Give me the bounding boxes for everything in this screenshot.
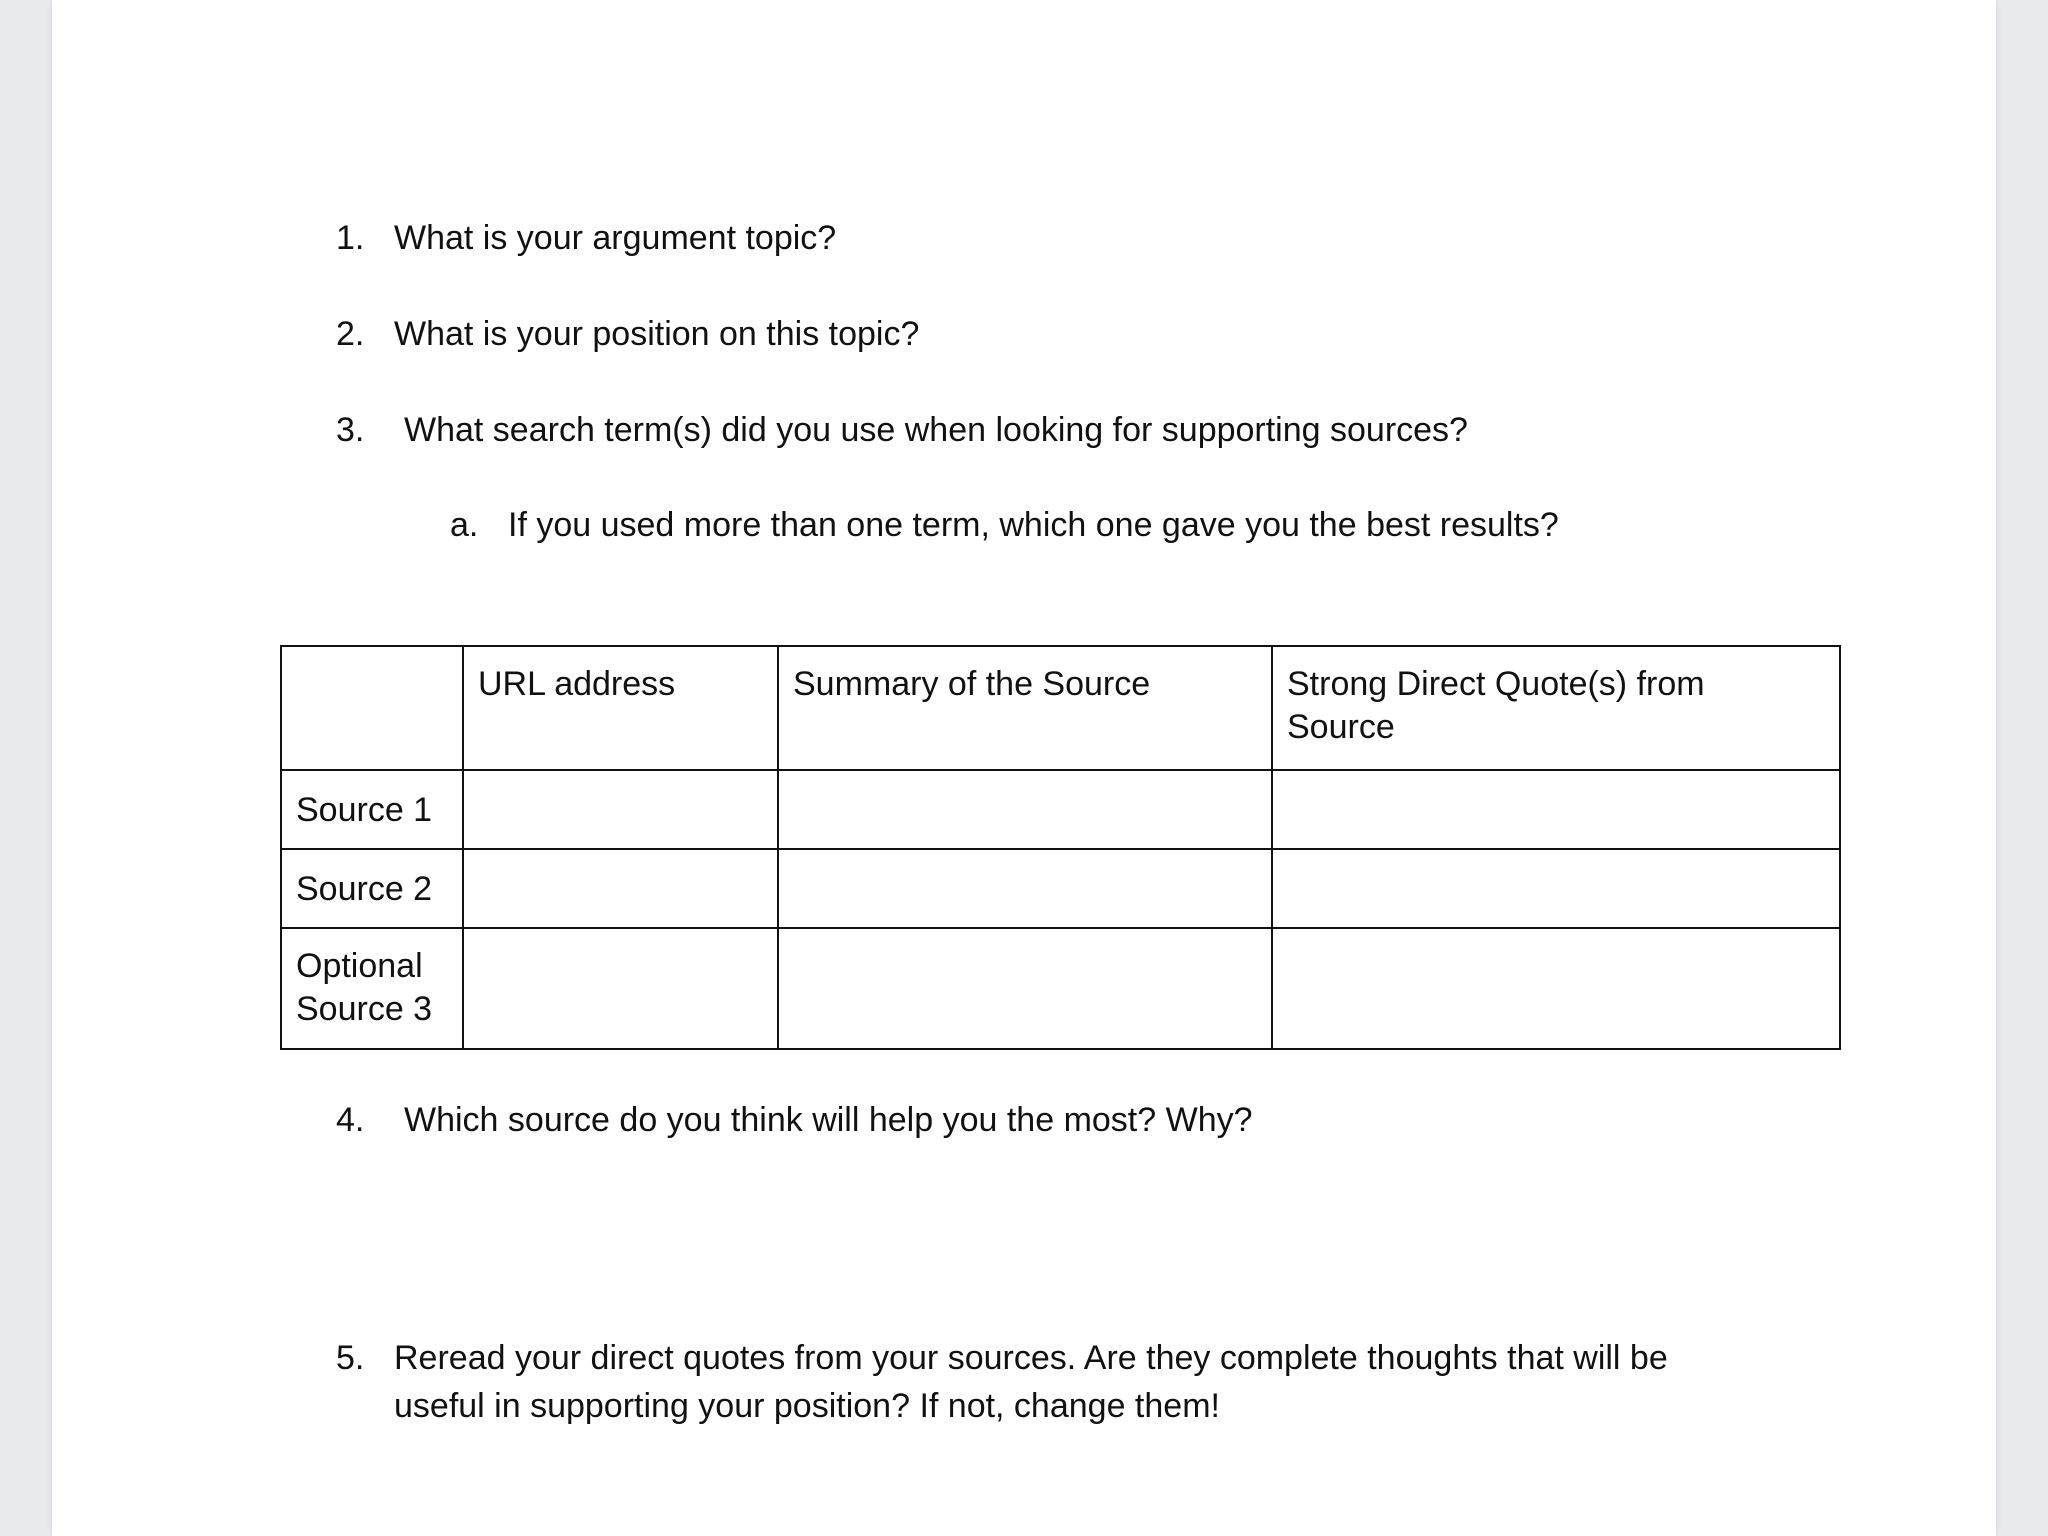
source-2-summary-cell[interactable] — [778, 849, 1272, 928]
question-1-number: 1. — [336, 219, 365, 257]
table-row — [281, 928, 1840, 1049]
question-1-text: What is your argument topic? — [394, 219, 837, 257]
question-5-line-2: useful in supporting your position? If not, change them! — [394, 1387, 1220, 1425]
row-label-optional-source-3 — [281, 928, 463, 1049]
question-3-number: 3. — [336, 411, 365, 449]
header-empty-cell — [281, 646, 463, 770]
source-1-url-cell[interactable] — [463, 770, 778, 849]
source-1-summary-cell[interactable] — [778, 770, 1272, 849]
table-header-row — [281, 646, 1840, 770]
header-direct-quotes — [1272, 646, 1840, 770]
table-row — [281, 770, 1840, 849]
header-summary: Summary of the Source — [778, 646, 1272, 770]
table-row — [281, 849, 1840, 928]
source-3-url-cell[interactable] — [463, 928, 778, 1049]
source-2-url-cell[interactable] — [463, 849, 778, 928]
sources-table — [280, 645, 1841, 1050]
worksheet-page — [52, 0, 1996, 1536]
source-3-summary-cell[interactable] — [778, 928, 1272, 1049]
header-direct-quotes-line1: Strong Direct Quote(s) from — [1287, 665, 1705, 703]
question-2-number: 2. — [336, 315, 365, 353]
question-3-text: What search term(s) did you use when looking for supporting sources? — [404, 411, 1468, 449]
header-url-address: URL address — [463, 646, 778, 770]
question-3a-text: If you used more than one term, which one gave you the best results? — [508, 506, 1559, 544]
row-label-optional: Optional — [296, 947, 423, 985]
question-5-line-1: Reread your direct quotes from your sources. Are they complete thoughts that will be — [394, 1339, 1668, 1377]
row-label-source-3: Source 3 — [296, 990, 433, 1028]
row-label-source-2: Source 2 — [281, 849, 463, 928]
question-2-text: What is your position on this topic? — [394, 315, 920, 353]
question-3a-letter: a. — [450, 506, 479, 544]
question-4-text: Which source do you think will help you the most? Why? — [404, 1101, 1253, 1139]
question-5-text — [394, 1334, 1668, 1430]
question-4-number: 4. — [336, 1101, 365, 1139]
row-label-source-1: Source 1 — [281, 770, 463, 849]
source-3-quote-cell[interactable] — [1272, 928, 1840, 1049]
source-1-quote-cell[interactable] — [1272, 770, 1840, 849]
question-5-number: 5. — [336, 1339, 365, 1377]
source-2-quote-cell[interactable] — [1272, 849, 1840, 928]
header-direct-quotes-line2: Source — [1287, 708, 1395, 746]
